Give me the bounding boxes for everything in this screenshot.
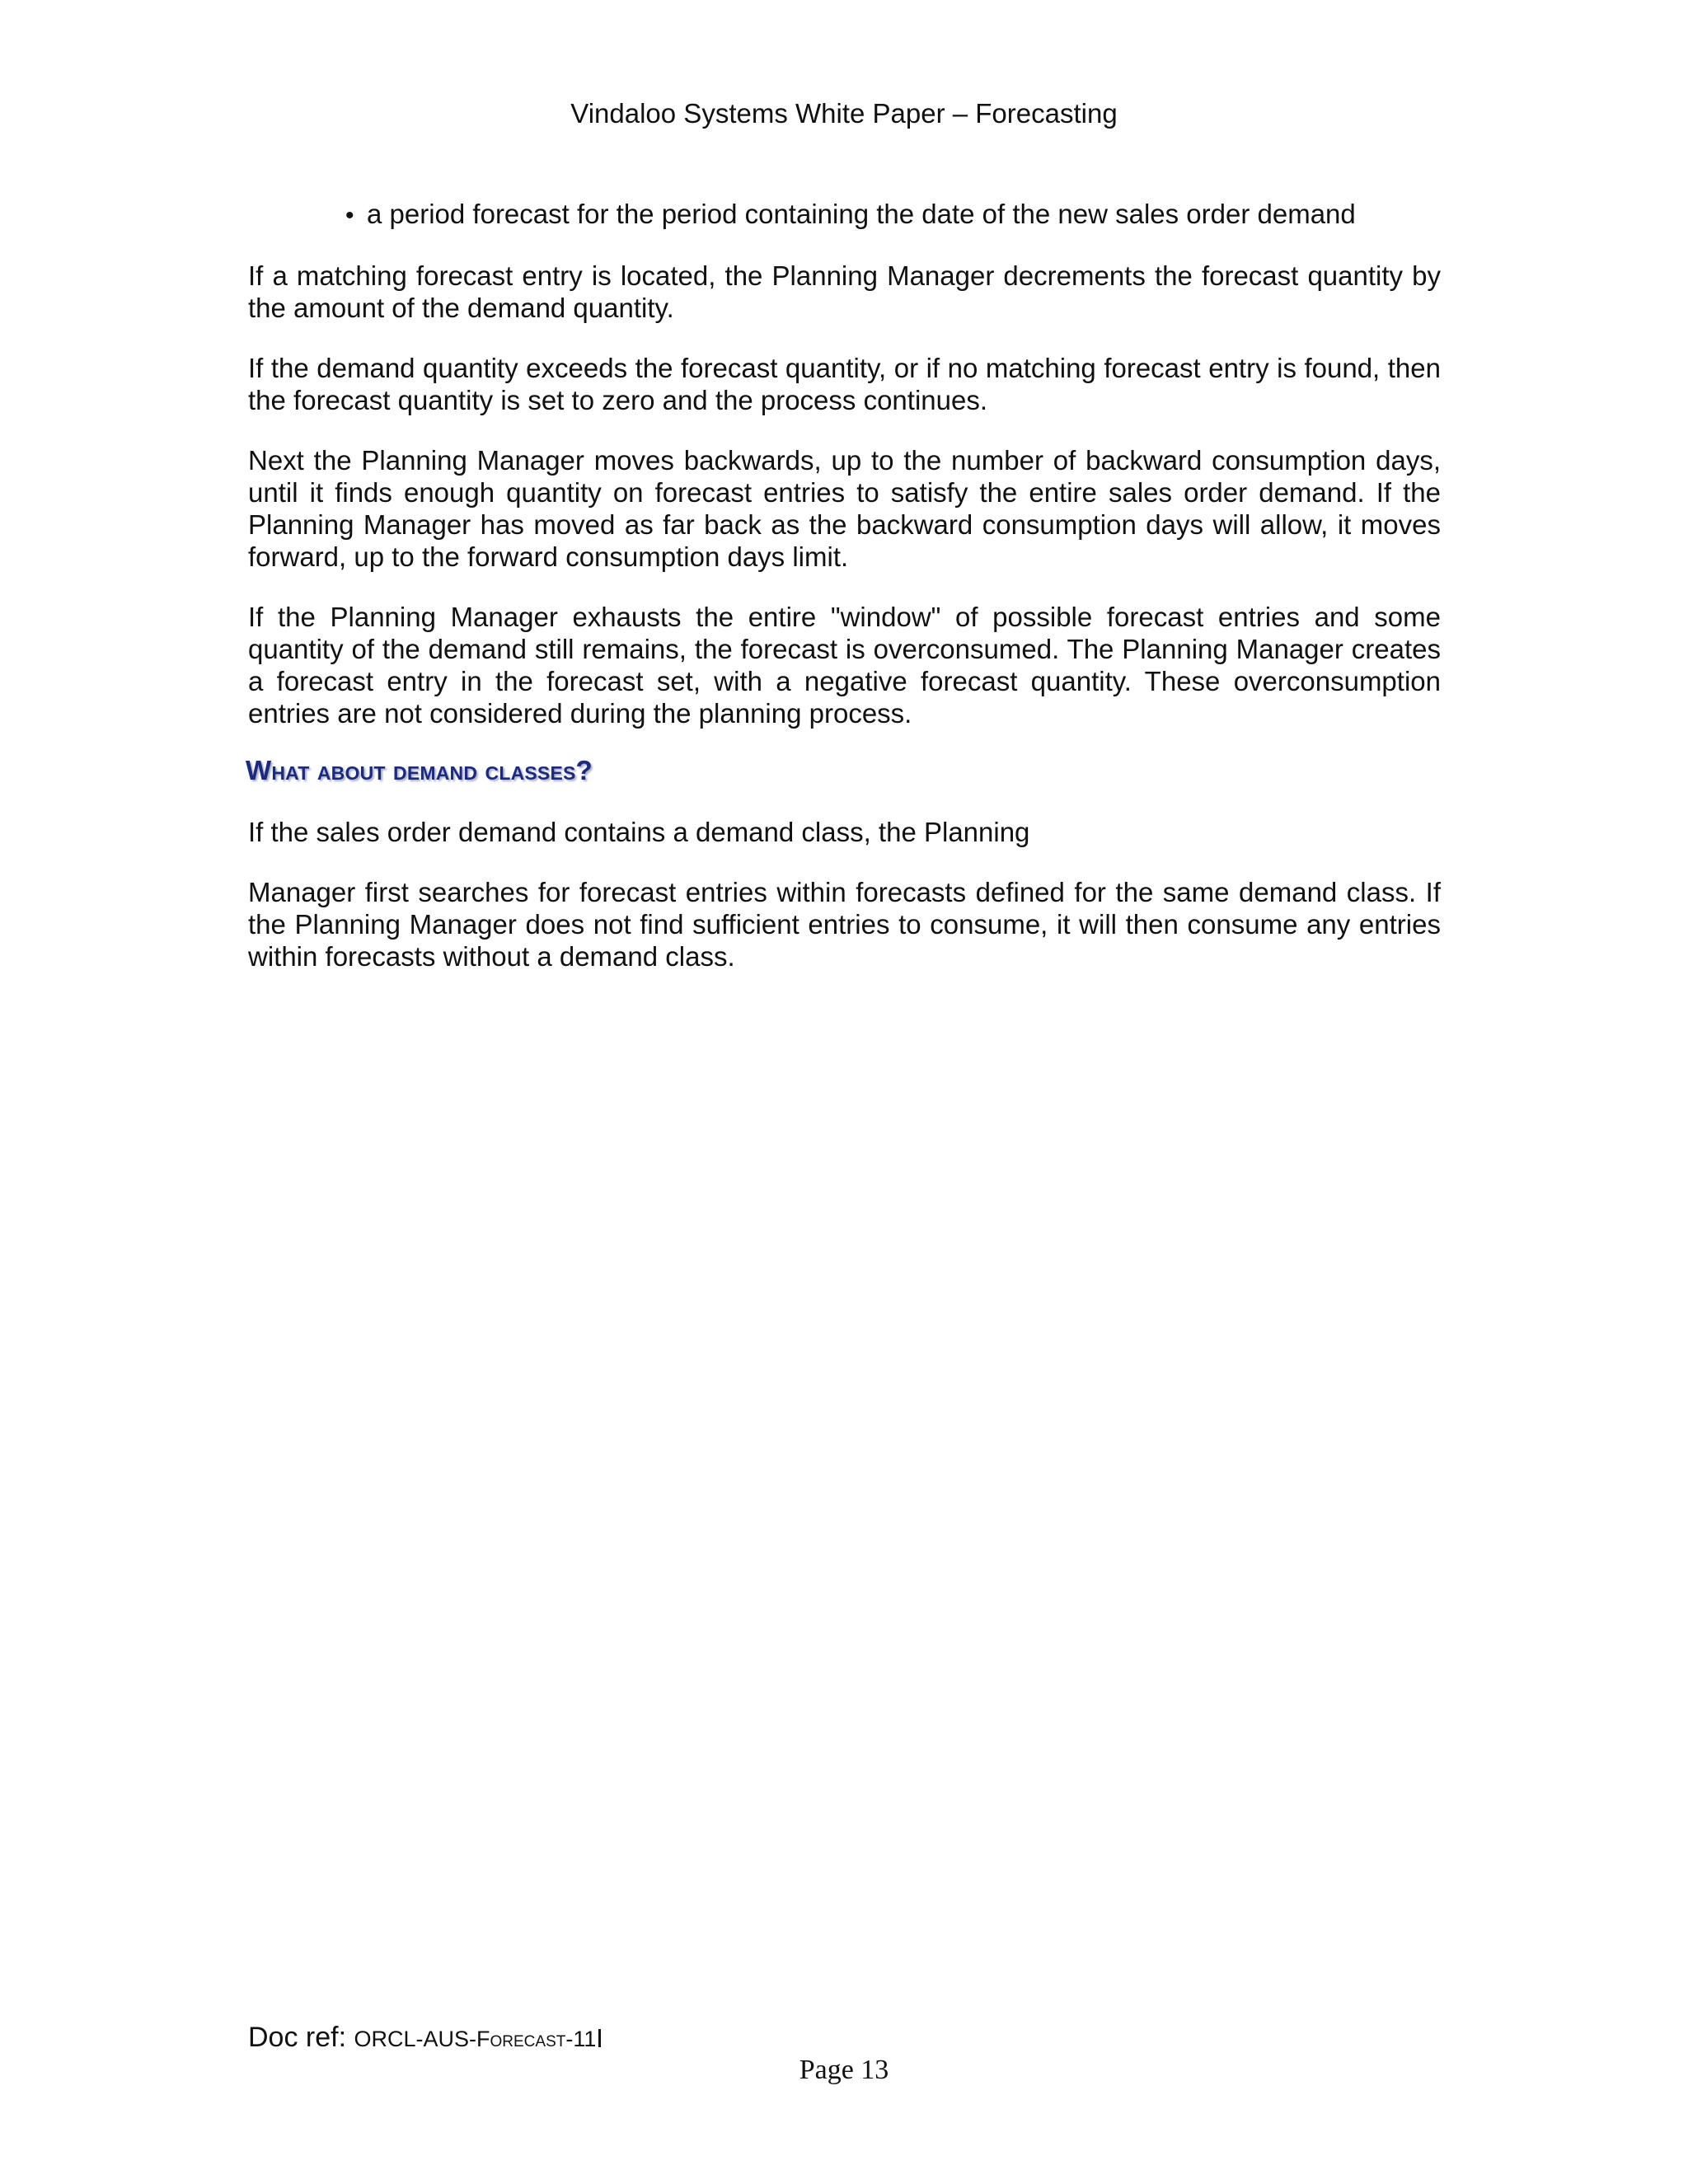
- paragraph-overconsumed: If the Planning Manager exhausts the entire "window" of possible forecast entries and some quantity of the demand still remains, the forecast is overconsumed. The Planning Manager creates a forecast entry in the forecast set, with a negative forecast quantity. These overconsumption entries are not considered during the planning process.: [248, 602, 1441, 729]
- paragraph-moves-backwards: Next the Planning Manager moves backwards, up to the number of backward consumption days, until it finds enough quantity on forecast entries to satisfy the entire sales order demand. If the Planning Manager has moved as far back as the backward consumption days will allow, it moves forward, up to the forward consumption days limit.: [248, 445, 1441, 572]
- bullet-text: a period forecast for the period containing the date of the new sales order demand: [367, 199, 1356, 229]
- paragraph-demand-class-intro: If the sales order demand contains a demand class, the Planning: [248, 817, 1030, 847]
- text-cursor-mark: [598, 2029, 601, 2047]
- bullet-item: [345, 198, 1441, 232]
- doc-reference: [248, 2021, 601, 2055]
- document-body: [248, 198, 1441, 972]
- section-heading: What about demand classes?: [246, 755, 593, 785]
- paragraph-demand-exceeds: If the demand quantity exceeds the forecast quantity, or if no matching forecast entry is found, then the forecast quantity is set to zero and the process continues.: [248, 353, 1441, 415]
- paragraph-matching-entry: If a matching forecast entry is located, the Planning Manager decrements the forecast quantity by the amount of the demand quantity.: [248, 260, 1441, 323]
- bullet-icon: •: [345, 202, 354, 229]
- doc-reference-code: ORCL-AUS-Forecast-11: [354, 2027, 597, 2051]
- paragraph-demand-class-search: Manager first searches for forecast entries within forecasts defined for the same demand class. If the Planning Manager does not find sufficient entries to consume, it will then consume any entries within forecasts without a demand class.: [248, 877, 1441, 972]
- page-number: Page 13: [799, 2055, 889, 2085]
- doc-reference-label: Doc ref:: [248, 2022, 347, 2053]
- page-header: Vindaloo Systems White Paper – Forecasting: [570, 98, 1118, 129]
